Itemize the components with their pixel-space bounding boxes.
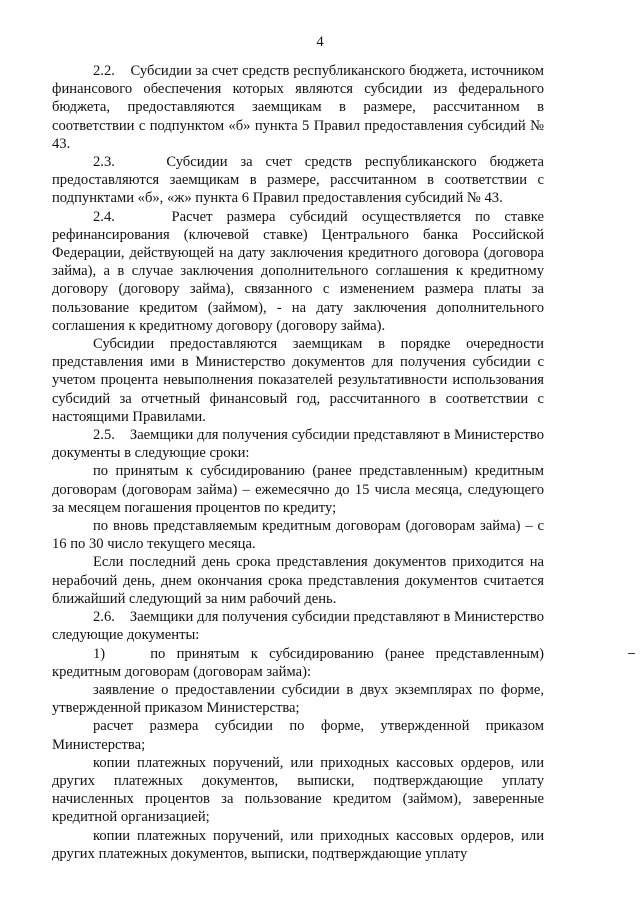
document-body <box>52 62 544 863</box>
list-item-calculation: расчет размера субсидии по форме, утвержденной приказом Министерства; <box>52 718 544 753</box>
paragraph-new-contracts-deadline: по вновь представляемым кредитным договорам (договорам займа) – с 16 по 30 число текущего месяца. <box>52 518 544 553</box>
paragraph-non-working-day: Если последний день срока представления документов приходится на нерабочий день, днем окончания срока представления документов считается ближайший следующий за ним рабочий день. <box>52 554 544 607</box>
paragraph-subsidy-order: Субсидии предоставляются заемщикам в порядке очередности представления ими в Министерство документов для получения субсидии с учетом процента невыполнения показателей результативности использования субсидий за отчетный финансовый год, рассчитанного в соответствии с настоящими Правилами. <box>52 336 544 425</box>
list-item-payment-copies: копии платежных поручений, или приходных кассовых ордеров, или других платежных документов, выписки, подтверждающие уплату <box>52 827 544 862</box>
paragraph-2-4: 2.4. Расчет размера субсидий осуществляется по ставке рефинансирования (ключевой ставке) Центрального банка Российской Федерации, действующей на дату заключения кредитного договора (договора займа), а в случае заключения дополнительного соглашения к кредитному договору (договору займа), связанного с изменением размера платы за пользование кредитом (займом), - на дату заключения дополнительного соглашения к кредитному договору (договору займа). <box>52 208 544 334</box>
paragraph-2-3: 2.3. Субсидии за счет средств республиканского бюджета предоставляются заемщикам в размере, рассчитанном в соответствии с подпунктами «б», «ж» пункта 6 Правил предоставления субсидий № 43. <box>52 154 544 207</box>
list-item-application: заявление о предоставлении субсидии в двух экземплярах по форме, утвержденной приказом Министерства; <box>52 681 544 717</box>
paragraph-2-5: 2.5. Заемщики для получения субсидии представляют в Министерство документы в следующие сроки: <box>52 427 544 462</box>
list-item-payment-copies-interest: копии платежных поручений, или приходных кассовых ордеров, или других платежных документов, выписки, подтверждающие уплату начисленных процентов за пользование кредитом (займом), заверенные кредитной организацией; <box>52 754 544 826</box>
margin-mark <box>628 653 635 654</box>
paragraph-2-6: 2.6. Заемщики для получения субсидии представляют в Министерство следующие документы: <box>52 609 544 644</box>
paragraph-2-2: 2.2. Субсидии за счет средств республиканского бюджета, источником финансового обеспечения которых являются субсидии из федерального бюджета, предоставляются заемщикам в размере, рассчитанном в соответствии с подпунктом «б» пункта 5 Правил предоставления субсидий № 43. <box>52 63 544 152</box>
list-item-1: 1) по принятым к субсидированию (ранее представленным) кредитным договорам (договорам займа): <box>52 645 544 680</box>
paragraph-existing-contracts-deadline: по принятым к субсидированию (ранее представленным) кредитным договорам (договорам займа) – ежемесячно до 15 числа месяца, следующего за месяцем погашения процентов по кредиту; <box>52 463 544 516</box>
page-number: 4 <box>316 34 324 50</box>
